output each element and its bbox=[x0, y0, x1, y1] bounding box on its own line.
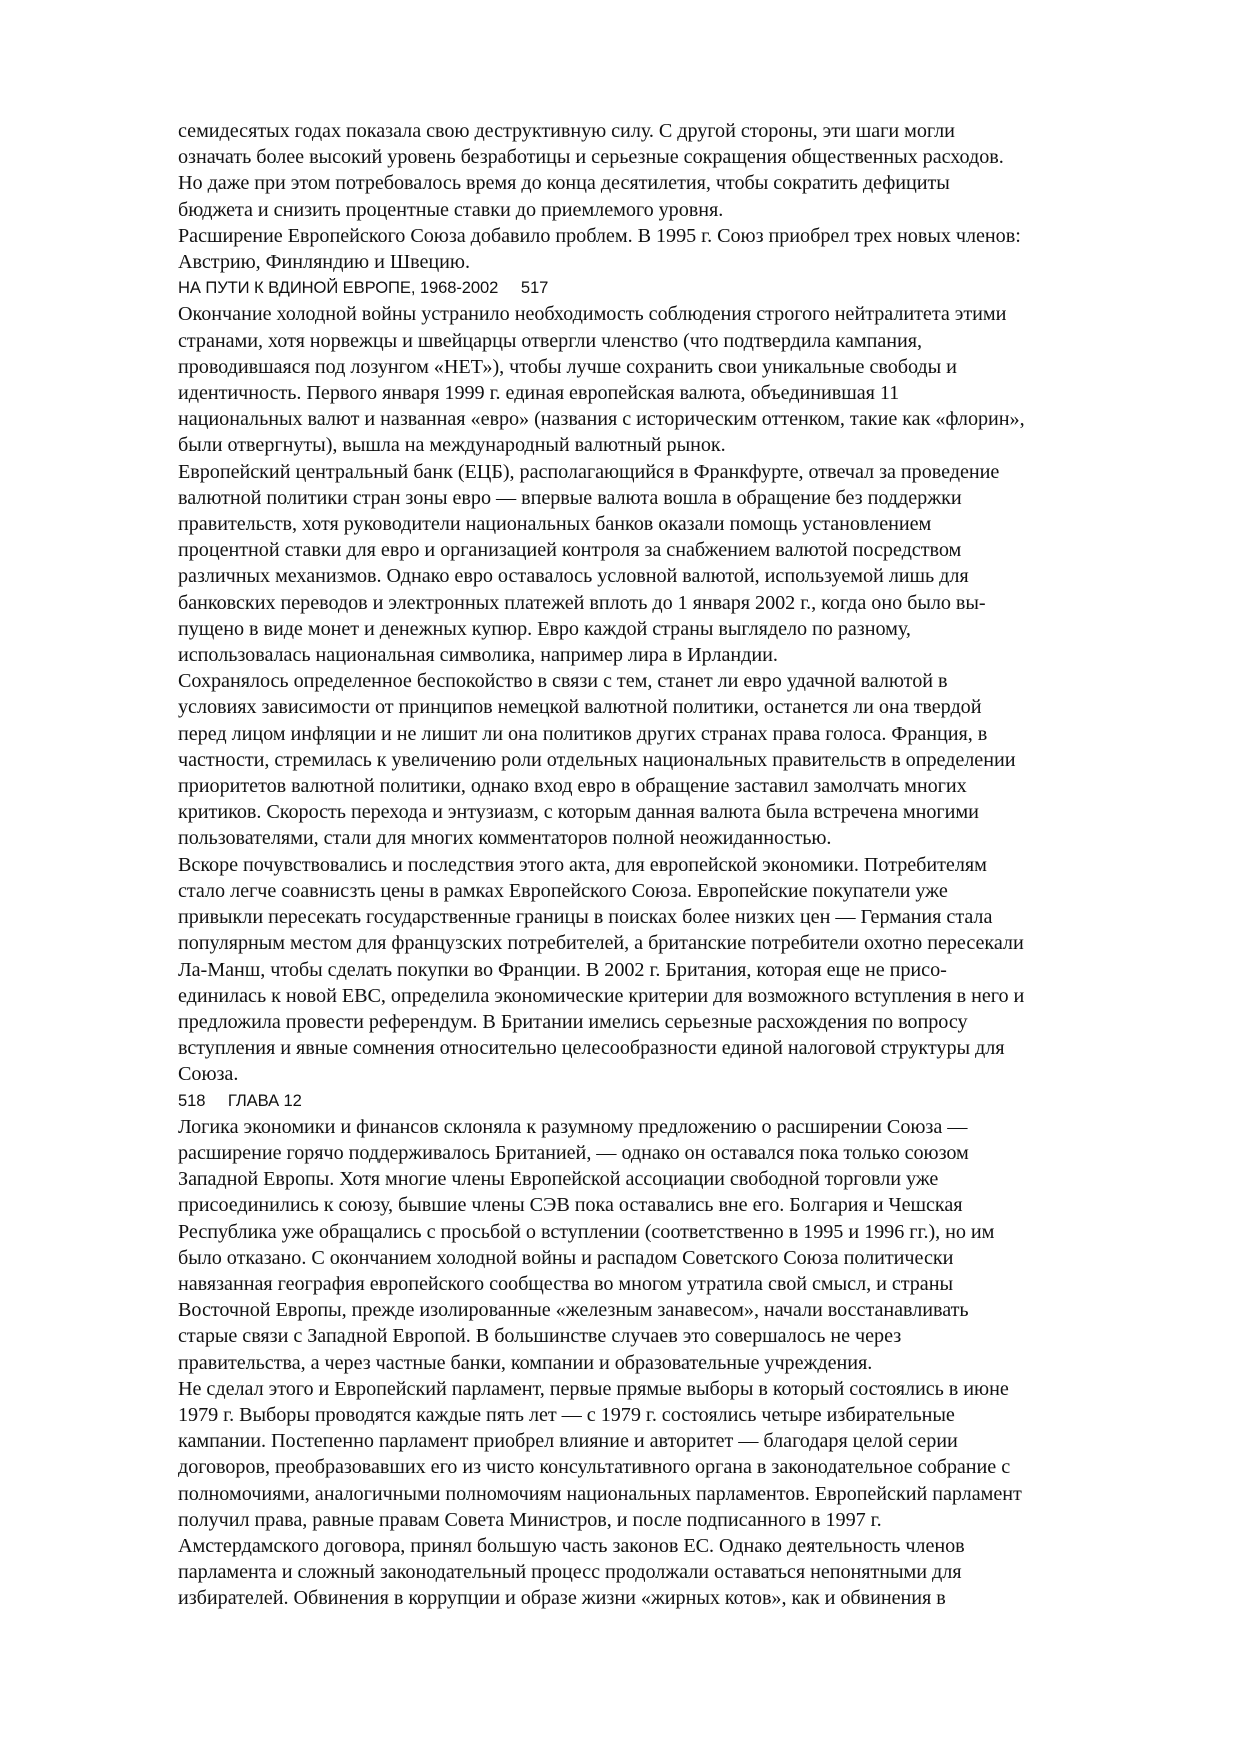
text-line: Сохранялось определенное беспокойство в связи с тем, станет ли евро удачной валютой в bbox=[178, 670, 948, 693]
running-header: 518 ГЛАВА 12 bbox=[178, 1090, 302, 1110]
text-line: правительств, хотя руководители национальных банков оказали помощь установлением bbox=[178, 513, 932, 536]
text-line: различных механизмов. Однако евро оставалось условной валютой, используемой лишь для bbox=[178, 565, 969, 588]
text-line: Западной Европы. Хотя многие члены Европейской ассоциации свободной торговли уже bbox=[178, 1168, 939, 1191]
document-page bbox=[178, 118, 1178, 1612]
text-line: перед лицом инфляции и не лишит ли она политиков других странах права голоса. Франция, в bbox=[178, 722, 988, 745]
text-line: расширение горячо поддерживалось Британией, — однако он оставался пока только союзом bbox=[178, 1141, 969, 1164]
text-line: приоритетов валютной политики, однако вход евро в обращение заставил замолчать многих bbox=[178, 775, 967, 798]
text-line: присоединились к союзу, бывшие члены СЭВ пока оставались вне его. Болгария и Чешская bbox=[178, 1194, 963, 1217]
text-line: популярным местом для французских потребителей, а британские потребители охотно пересекали bbox=[178, 932, 1024, 955]
text-line: бюджета и снизить процентные ставки до приемлемого уровня. bbox=[178, 198, 724, 221]
text-line: Но даже при этом потребовалось время до конца десятилетия, чтобы сократить дефициты bbox=[178, 172, 950, 195]
text-line: единилась к новой ЕВС, определила экономические критерии для возможного вступления в него и bbox=[178, 984, 1025, 1007]
text-line: получил права, равные правам Совета Министров, и после подписанного в 1997 г. bbox=[178, 1508, 882, 1531]
text-line: использовалась национальная символика, например лира в Ирландии. bbox=[178, 644, 778, 667]
text-line: банковских переводов и электронных платежей вплоть до 1 января 2002 г., когда оно было вы- bbox=[178, 591, 986, 614]
text-line: пущено в виде монет и денежных купюр. Евро каждой страны выглядело по разному, bbox=[178, 617, 911, 640]
text-line: стало легче соавнисзть цены в рамках Европейского Союза. Европейские покупатели уже bbox=[178, 879, 948, 902]
text-line: кампании. Постепенно парламент приобрел влияние и авторитет — благодаря целой серии bbox=[178, 1430, 958, 1453]
text-line: процентной ставки для евро и организацией контроля за снабжением валютой посредством bbox=[178, 539, 962, 562]
text-line: проводившаяся под лозунгом «НЕТ»), чтобы лучше сохранить свои уникальные свободы и bbox=[178, 355, 957, 378]
text-line: предложила провести референдум. В Британии имелись серьезные расхождения по вопросу bbox=[178, 1010, 968, 1033]
text-line: критиков. Скорость перехода и энтузиазм, с которым данная валюта была встречена многими bbox=[178, 801, 979, 824]
text-line: было отказано. С окончанием холодной войны и распадом Советского Союза политически bbox=[178, 1246, 954, 1269]
text-line: валютной политики стран зоны евро — впервые валюта вошла в обращение без поддержки bbox=[178, 486, 962, 509]
text-line: Логика экономики и финансов склоняла к разумному предложению о расширении Союза — bbox=[178, 1115, 968, 1138]
text-line: означать более высокий уровень безработицы и серьезные сокращения общественных расходов. bbox=[178, 146, 1004, 169]
text-line: условиях зависимости от принципов немецкой валютной политики, останется ли она твердой bbox=[178, 696, 982, 719]
text-line: Не сделал этого и Европейский парламент, первые прямые выборы в который состоялись в июне bbox=[178, 1377, 1009, 1400]
text-line: Окончание холодной войны устранило необходимость соблюдения строгого нейтралитета этими bbox=[178, 303, 1007, 326]
text-line: Союза. bbox=[178, 1063, 239, 1086]
text-line: были отвергнуты), вышла на международный валютный рынок. bbox=[178, 434, 726, 457]
text-line: навязанная география европейского сообщества во многом утратила свой смысл, и страны bbox=[178, 1272, 953, 1295]
text-line: семидесятых годах показала свою деструктивную силу. С другой стороны, эти шаги могли bbox=[178, 120, 955, 142]
text-line: Ла-Манш, чтобы сделать покупки во Франции. В 2002 г. Британия, которая еще не присо- bbox=[178, 958, 947, 981]
text-line: Расширение Европейского Союза добавило проблем. В 1995 г. Союз приобрел трех новых членов: bbox=[178, 224, 1021, 247]
text-line: избирателей. Обвинения в коррупции и образе жизни «жирных котов», как и обвинения в bbox=[178, 1587, 946, 1610]
text-line: старые связи с Западной Европой. В большинстве случаев это совершалось не через bbox=[178, 1325, 902, 1348]
text-line: 1979 г. Выборы проводятся каждые пять лет — с 1979 г. состоялись четыре избирательные bbox=[178, 1403, 955, 1426]
text-line: Амстердамского договора, принял большую часть законов ЕС. Однако деятельность членов bbox=[178, 1534, 965, 1557]
text-line: Вскоре почувствовались и последствия этого акта, для европейской экономики. Потребителям bbox=[178, 853, 987, 876]
text-line: полномочиями, аналогичными полномочиям национальных парламентов. Европейский парламент bbox=[178, 1482, 1022, 1505]
text-line: национальных валют и названная «евро» (названия с историческим оттенком, такие как «флорин», bbox=[178, 408, 1025, 431]
text-line: Австрию, Финляндию и Швецию. bbox=[178, 251, 470, 274]
text-line: Республика уже обращались с просьбой о вступлении (соответственно в 1995 и 1996 гг.), но им bbox=[178, 1220, 995, 1243]
text-line: странами, хотя норвежцы и швейцарцы отвергли членство (что подтвердила кампания, bbox=[178, 329, 923, 352]
text-line: парламента и сложный законодательный процесс продолжали оставаться непонятными для bbox=[178, 1561, 962, 1584]
text-line: частности, стремилась к увеличению роли отдельных национальных правительств в определении bbox=[178, 748, 1016, 771]
text-line: договоров, преобразовавших его из чисто консультативного органа в законодательное собрание с bbox=[178, 1456, 1011, 1479]
running-header: НА ПУТИ К ВДИНОЙ ЕВРОПЕ, 1968-2002 517 bbox=[178, 278, 549, 298]
text-line: идентичность. Первого января 1999 г. единая европейская валюта, объединившая 11 bbox=[178, 382, 900, 405]
text-line: привыкли пересекать государственные границы в поисках более низких цен — Германия стала bbox=[178, 906, 993, 929]
text-line: вступления и явные сомнения относительно целесообразности единой налоговой структуры для bbox=[178, 1037, 1005, 1060]
text-line: правительства, а через частные банки, компании и образовательные учреждения. bbox=[178, 1351, 873, 1374]
text-line: Восточной Европы, прежде изолированные «железным занавесом», начали восстанавливать bbox=[178, 1299, 969, 1322]
text-line: Европейский центральный банк (ЕЦБ), располагающийся в Франкфурте, отвечал за проведение bbox=[178, 460, 1000, 483]
text-line: пользователями, стали для многих комментаторов полной неожиданностью. bbox=[178, 827, 832, 850]
